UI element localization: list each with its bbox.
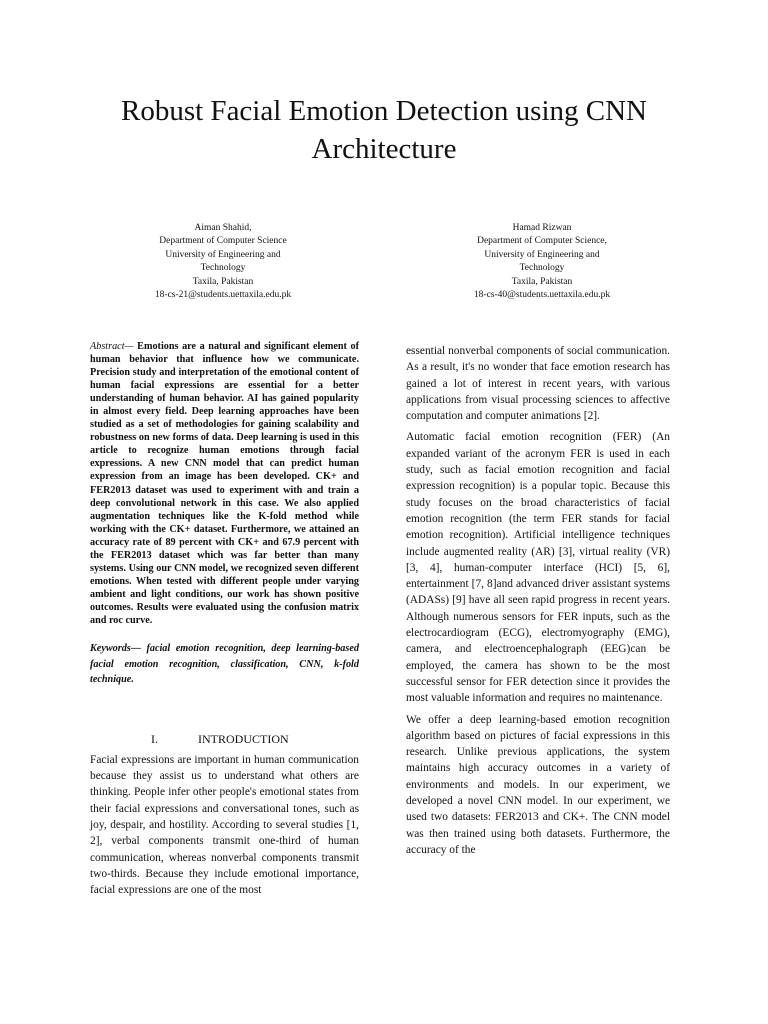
author-block-1 [113, 222, 333, 302]
keywords-text: facial emotion recognition, deep learning-based facial emotion recognition, classification, CNN, k-fold technique. [90, 643, 359, 686]
right-paragraph-3: We offer a deep learning-based emotion recognition algorithm based on pictures of facial expressions in this research. Unlike previous applications, the system maintains high accuracy outcomes in a variety of environments and models. In our experiment, we developed a novel CNN model. In our experiment, we used two datasets: FER2013 and CK+. The CNN model was then trained using both datasets. Furthermore, the accuracy of the [406, 713, 670, 856]
author-university: University of Engineering and [165, 249, 281, 260]
author-university-cont: Technology [200, 263, 246, 274]
author-department: Department of Computer Science, [477, 236, 607, 247]
right-paragraph-2: Automatic facial emotion recognition (FER) (An expanded variant of the acronym FER is used in each study, such as facial emotion recognition and facial expression recognition) is a popular topic. Because this study focuses on the broad characteristics of facial emotion recognition (the term FER stands for facial emotion recognition). Artificial intelligence techniques include augmented reality (AR) [3], virtual reality (VR) [3, 4], human-computer interface (HCI) [5, 6], entertainment [7, 8]and advanced driver assistant systems (ADASs) [9] have all seen rapid progress in recent years. Although numerous sensors for FER inputs, such as the electrocardiogram (ECG), electromyography (EMG), camera, and electroencephalograph (EEG)can be employed, the camera has shown to be the most successful sensor for FER detection since it provides the most valuable information and requires no maintenance. [406, 431, 670, 705]
section-number: I. [151, 731, 158, 746]
keywords-label: Keywords— [90, 643, 141, 655]
keywords [90, 641, 359, 688]
section-title: INTRODUCTION [198, 731, 289, 746]
author-email: 18-cs-21@students.uettaxila.edu.pk [154, 290, 292, 301]
author-university-cont: Technology [519, 263, 565, 274]
paper-title: Robust Facial Emotion Detection using CNN Architecture [121, 95, 647, 165]
author-email: 18-cs-40@students.uettaxila.edu.pk [473, 290, 611, 301]
abstract-text: Emotions are a natural and significant element of human behavior that influence how we communicate. Precision study and interpretation of the emotional content of human facial expressions are essential for a better understanding of human behavior. AI has gained popularity in almost every field. Deep learning approaches have been studied as a set of methodologies for gaining scalability and robustness on new forms of data. Deep learning is used in this article to recognize human emotions through facial expressions. A new CNN model that can predict human expression from an image has been developed. CK+ and FER2013 dataset was used to experiment with and train a deep convolutional network in this case. We also applied augmentation techniques like the K-fold method while working with the CK+ dataset. Furthermore, we attained an accuracy rate of 89 percent with CK+ and 67.9 percent with the FER2013 dataset which was far better than many systems. Using our CNN model, we recognized seven different emotions. When tested with different people under varying ambient and light conditions, our work has shown positive outcomes. Results were evaluated using the confusion matrix and roc curve. [90, 341, 359, 626]
left-column [90, 340, 359, 898]
abstract-label: Abstract— [90, 341, 134, 352]
right-paragraph-1: essential nonverbal components of social communication. As a result, it's no wonder that face emotion research has gained a lot of interest in recent years, with various applications from visual processing sciences to affective computation and computer animations [2]. [406, 345, 670, 423]
author-department: Department of Computer Science [159, 236, 287, 247]
right-column [406, 343, 670, 858]
author-city: Taxila, Pakistan [511, 276, 573, 287]
author-name: Hamad Rizwan [512, 223, 572, 233]
intro-paragraph-1: Facial expressions are important in human communication because they assist us to understand what others are thinking. People infer other people's emotional states from their facial expressions and conversational tones, such as joy, despair, and hostility. According to several studies [1, 2], verbal components transmit one-third of human communication, whereas nonverbal components transmit two-thirds. Because they include emotional importance, facial expressions are one of the most [90, 753, 359, 897]
author-name: Aiman Shahid, [194, 223, 252, 233]
abstract [90, 340, 359, 627]
author-city: Taxila, Pakistan [192, 276, 254, 287]
author-block-2 [432, 222, 652, 302]
section-heading-introduction [90, 731, 359, 747]
author-university: University of Engineering and [484, 249, 600, 260]
